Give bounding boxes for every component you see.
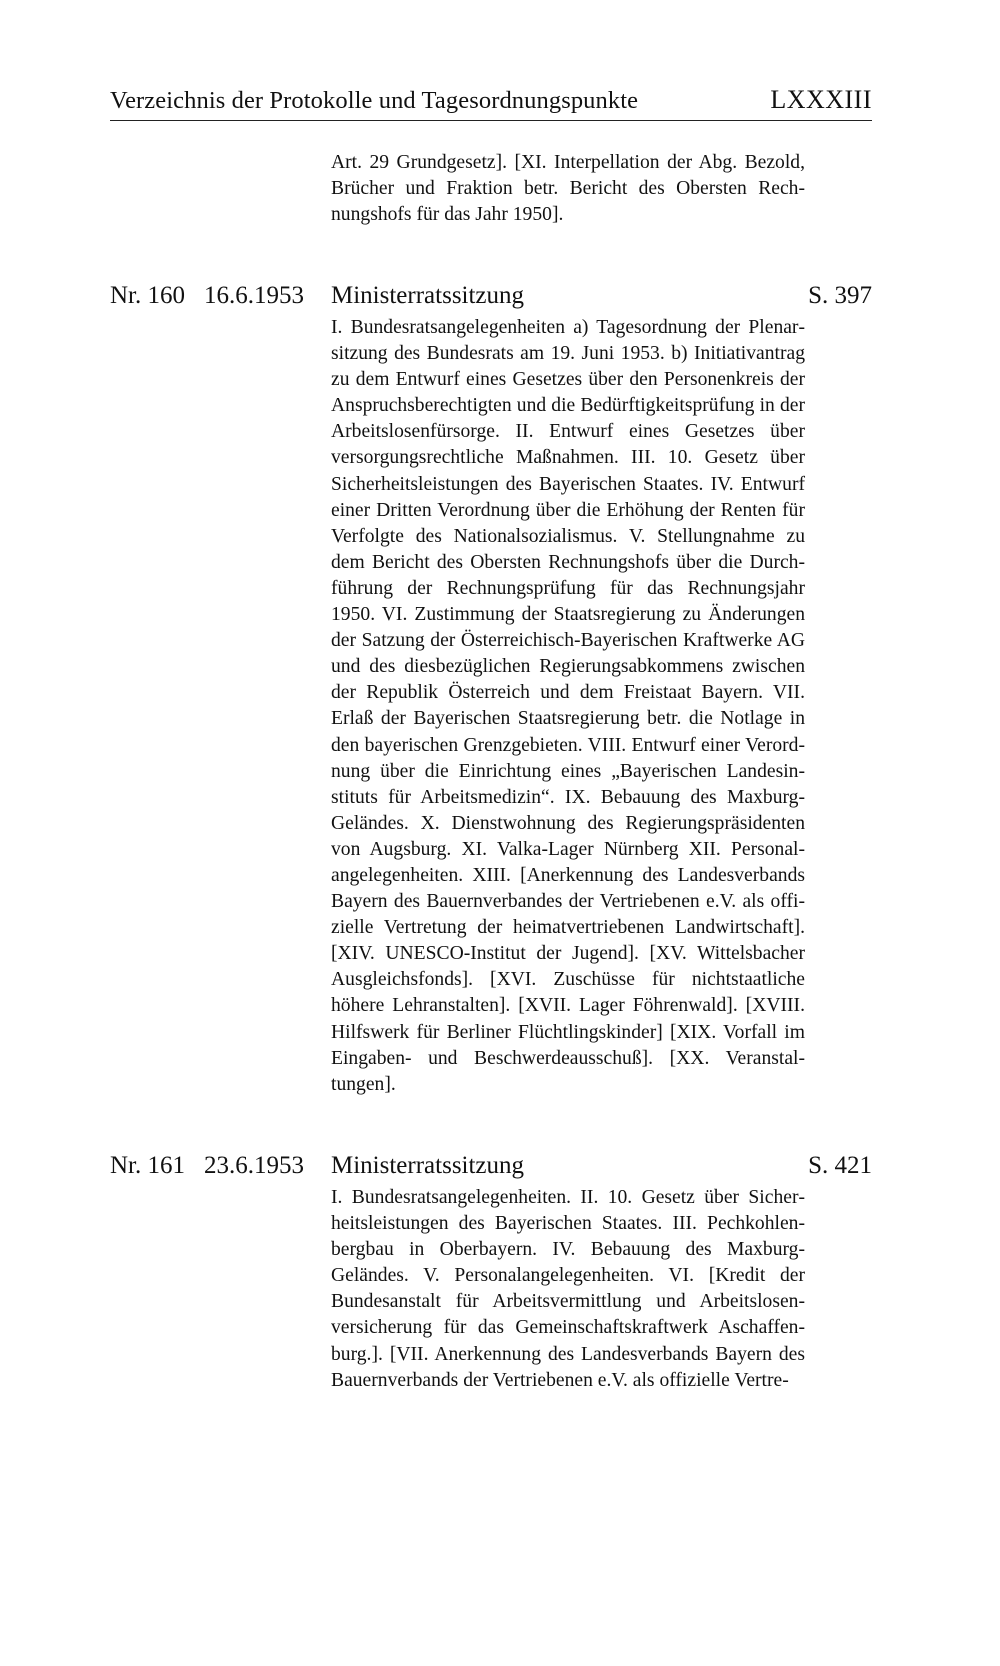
entry-date: 16.6.1953: [204, 282, 304, 309]
continuation-text: Art. 29 Grundgesetz]. [XI. Interpellation der Abg. Bezold, Brücher und Fraktion betr. Bericht des Obersten Rechnungshofs für das Jahr 1950].: [331, 152, 805, 226]
header-page-number: LXXXIII: [770, 85, 872, 114]
entry-heading: Ministerratssitzung: [331, 282, 525, 309]
protocol-entry-160: [110, 282, 872, 1095]
header-title: Verzeichnis der Protokolle und Tagesordnungspunkte: [110, 87, 639, 114]
entry-heading: Ministerratssitzung: [331, 1152, 525, 1179]
entry-agenda-text: I. Bundesratsangelegenheiten. II. 10. Gesetz über Sicherheitsleistungen des Bayerischen Staates. III. Pechkohlenbergbau in Oberbayern. IV. Bebauung des Maxburg-Geländes. V. Personalangelegenheiten. VI. [Kredit der Bundesanstalt für Arbeitsvermittlung und Arbeitslosenversicherung für das Gemeinschaftskraftwerk Aschaffenburg.]. [VII. Anerkennung des Landesverbands Bayern des Bauernverbands der Vertriebenen e.V. als offizielle Vertre-: [331, 1187, 805, 1391]
running-header: [110, 80, 872, 121]
entry-agenda-text: I. Bundesratsangelegenheiten a) Tagesordnung der Plenarsitzung des Bundesrats am 19. Juni 1953. b) Initiativantrag zu dem Entwurf eines Gesetzes über den Personenkreis der Anspruchsberechtigten und die Bedürftigkeitsprüfung in der Arbeitslosenfürsorge. II. Entwurf eines Gesetzes über versorgungsrechtliche Maßnahmen. III. 10. Gesetz über Sicherheitsleistungen des Bayerischen Staates. IV. Entwurf einer Dritten Verordnung über die Erhöhung der Renten für Verfolgte des Nationalsozialismus. V. Stellungnahme zu dem Bericht des Obersten Rechnungshofs über die Durchführung der Rechnungsprüfung für das Rechnungsjahr 1950. VI. Zustimmung der Staatsregierung zu Änderungen der Satzung der Österreichisch-Bayerischen Kraftwerke AG und des diesbezüglichen Regierungsabkommens zwischen der Republik Österreich und dem Freistaat Bayern. VII. Erlaß der Bayerischen Staatsregierung betr. die Notlage in den bayerischen Grenzgebieten. VIII. Entwurf einer Verordnung über die Einrichtung eines „Bayerischen Landesinstituts für Arbeitsmedizin“. IX. Bebauung des Maxburg-Geländes. X. Dienstwohnung des Regierungspräsidenten von Augsburg. XI. Valka-Lager Nürnberg XII. Personalangelegenheiten. XIII. [Anerkennung des Landesverbands Bayern des Bauernverbandes der Vertriebenen e.V. als offizielle Vertretung der heimatvertriebenen Landwirtschaft]. [XIV. UNESCO-Institut der Jugend]. [XV. Wittelsbacher Ausgleichsfonds]. [XVI. Zuschüsse für nichtstaatliche höhere Lehranstalten]. [XVII. Lager Föhrenwald]. [XVIII. Hilfswerk für Berliner Flüchtlingskinder] [XIX. Vorfall im Eingaben- und Beschwerdeausschuß]. [XX. Veranstaltungen].: [331, 317, 805, 1095]
entry-page-ref: S. 421: [808, 1152, 872, 1179]
protocol-entry-161: [110, 1152, 872, 1412]
entry-number: Nr. 160: [110, 282, 185, 309]
entry-date: 23.6.1953: [204, 1152, 304, 1179]
entry-number: Nr. 161: [110, 1152, 185, 1179]
entry-page-ref: S. 397: [808, 282, 872, 309]
